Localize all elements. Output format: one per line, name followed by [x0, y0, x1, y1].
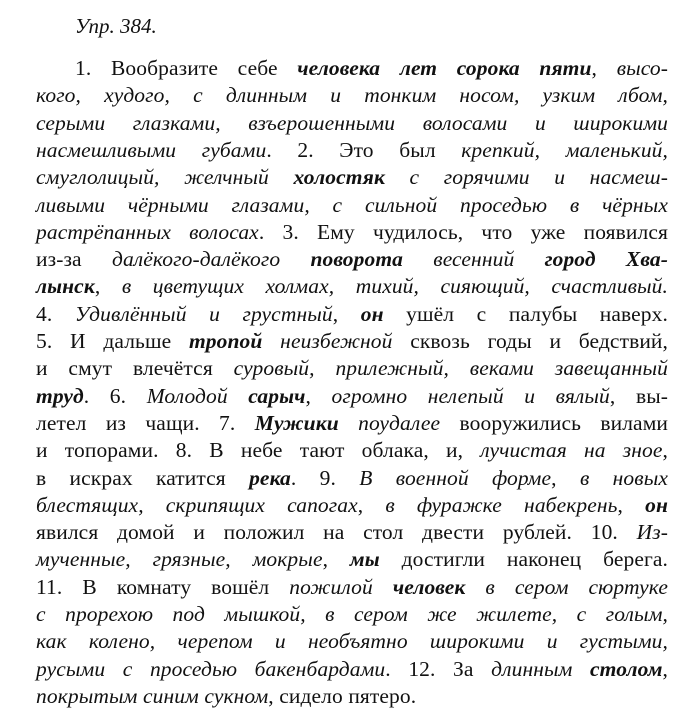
italic-text: как колено, черепом и необъятно широкими и густыми,	[36, 629, 668, 654]
emphasized-text: труд	[36, 383, 84, 408]
italic-text: в фуражке набекрень	[385, 492, 618, 517]
plain-text: . 12. За	[385, 656, 492, 681]
italic-text: В военной форме	[359, 465, 552, 490]
plain-text: и смут влечётся	[36, 356, 234, 381]
italic-text: покрытым синим сукном	[36, 683, 269, 708]
plain-text: достигли наконец берега.	[379, 547, 669, 572]
emphasized-text: город Хва-	[544, 247, 669, 272]
plain-text: . 3. Ему чудилось, что уже появился	[258, 219, 668, 244]
emphasized-text: он	[645, 492, 668, 517]
plain-text: в искрах катится	[36, 465, 250, 490]
plain-text: ушёл с палубы наверх.	[383, 301, 668, 326]
emphasized-text: лынск	[36, 274, 95, 299]
italic-text: мученные, грязные, мокрые	[36, 547, 323, 572]
italic-text: суровый, прилежный, веками завещанный	[233, 356, 669, 381]
italic-text: в сером сюртуке	[465, 574, 669, 599]
text-line	[36, 192, 668, 219]
italic-text: высо-	[616, 56, 668, 80]
italic-text: русыми с проседью бакенбардами	[36, 656, 386, 681]
text-line	[36, 328, 668, 355]
text-line	[36, 110, 668, 137]
italic-text: весенний	[403, 247, 545, 272]
italic-text: Из-	[636, 520, 668, 545]
text-line	[36, 465, 668, 492]
exercise-title: Упр. 384.	[75, 14, 157, 38]
plain-text: ,	[551, 465, 580, 490]
plain-text: . 6.	[83, 383, 147, 408]
italic-text: смуглолицый, желчный	[36, 165, 294, 190]
emphasized-text: поворота	[310, 247, 403, 272]
plain-text: 4.	[36, 301, 75, 326]
text-line	[36, 246, 668, 273]
italic-text: далёкого-далёкого	[111, 247, 311, 272]
plain-text: из-за	[36, 247, 112, 272]
emphasized-text: человека лет сорока пяти	[297, 56, 592, 80]
plain-text: ,	[662, 438, 668, 463]
emphasized-text: человек	[392, 574, 466, 599]
text-line	[36, 683, 668, 710]
plain-text: , сидело пятеро.	[268, 683, 417, 708]
emphasized-text: река	[249, 465, 291, 490]
italic-text: лучистая на зное	[480, 438, 663, 463]
italic-text: неизбежной	[262, 329, 393, 353]
plain-text: ,	[332, 301, 361, 326]
text-line	[36, 437, 668, 464]
text-line	[36, 164, 668, 191]
plain-text: ,	[357, 492, 386, 517]
text-line	[36, 383, 668, 410]
plain-text: ,	[617, 492, 646, 517]
text-line	[36, 273, 668, 300]
emphasized-text: столом	[590, 656, 663, 681]
text-line	[36, 656, 668, 683]
italic-text: в новых	[579, 465, 669, 490]
emphasized-text: холостяк	[293, 165, 385, 190]
emphasized-text: тропой	[188, 329, 263, 353]
italic-text: растрёпанных волосах	[36, 219, 259, 244]
text-line	[36, 546, 668, 573]
plain-text: 5. И дальше	[36, 329, 189, 353]
text-line	[75, 55, 668, 82]
italic-text: крепкий, маленький,	[461, 137, 668, 162]
italic-text: пожилой	[289, 574, 393, 599]
italic-text: кого, худого, с длинным и тонким носом, узким лбом,	[36, 83, 668, 108]
text-line	[36, 574, 668, 601]
text-line	[36, 601, 668, 628]
plain-text: и топорами. 8. В небе тают облака, и,	[36, 438, 481, 463]
italic-text: насмешливыми губами	[36, 137, 267, 162]
emphasized-text: сарыч	[248, 383, 306, 408]
italic-text: с прорехою под мышкой, в сером же жилете, с голым,	[36, 602, 668, 626]
emphasized-text: Мужики	[254, 410, 339, 435]
text-line	[36, 628, 668, 655]
plain-text: ,	[305, 383, 332, 408]
plain-text: , вы-	[609, 383, 669, 408]
plain-text: вооружились вилами	[440, 410, 669, 435]
italic-text: блестящих, скрипящих сапогах	[36, 492, 358, 517]
text-line	[36, 492, 668, 519]
text-line	[36, 410, 668, 437]
plain-text: . 9.	[290, 465, 360, 490]
italic-text: огромно нелепый и вялый	[331, 383, 610, 408]
emphasized-text: он	[360, 301, 384, 326]
italic-text: с горячими и насмеш-	[384, 165, 668, 190]
emphasized-text: мы	[349, 547, 380, 572]
plain-text: ,	[591, 56, 617, 80]
text-line	[36, 355, 668, 382]
plain-text: ,	[94, 274, 122, 299]
italic-text: в цветущих холмах, тихий, сияющий, счастливый.	[121, 274, 668, 299]
plain-text: ,	[322, 547, 350, 572]
italic-text: поудалее	[338, 410, 441, 435]
italic-text: серыми глазками, взъерошенными волосами и широкими	[36, 110, 668, 135]
plain-text: сквозь годы и бедствий,	[392, 329, 669, 353]
text-line	[36, 219, 668, 246]
text-line	[36, 301, 668, 328]
text-line	[36, 137, 668, 164]
plain-text: . 2. Это был	[266, 137, 462, 162]
plain-text: 11. В комнату вошёл	[36, 574, 290, 599]
plain-text: 1. Вообразите себе	[75, 56, 298, 80]
plain-text: ,	[662, 656, 669, 681]
text-line	[36, 82, 668, 109]
italic-text: Молодой	[146, 383, 249, 408]
italic-text: длинным	[491, 656, 591, 681]
italic-text: Удивлённый и грустный	[74, 301, 333, 326]
text-line	[36, 519, 668, 546]
italic-text: ливыми чёрными глазами, с сильной проседью в чёрных	[36, 192, 668, 217]
plain-text: явился домой и положил на стол двести рублей. 10.	[36, 520, 637, 545]
plain-text: летел из чащи. 7.	[36, 410, 255, 435]
